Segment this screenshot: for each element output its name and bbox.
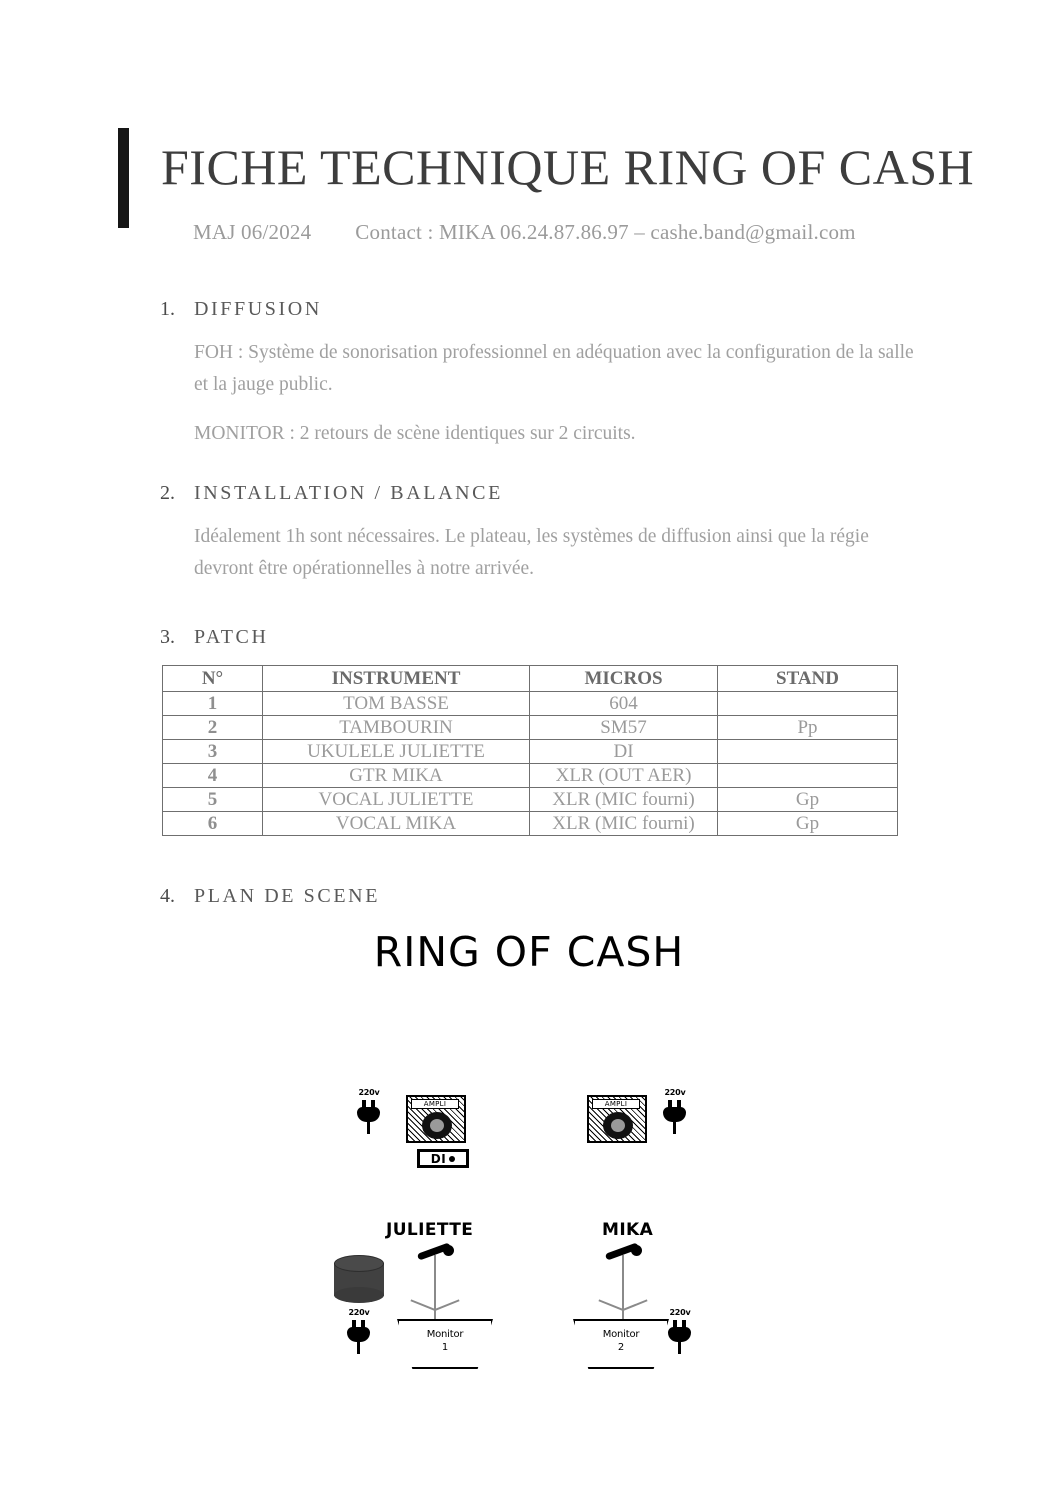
monitor-name: Monitor <box>426 1329 464 1340</box>
document-subtitle <box>193 220 948 245</box>
cell-stand <box>718 692 898 716</box>
plug-body <box>357 1107 380 1122</box>
power-plug-icon <box>342 1310 376 1356</box>
column-header-micros: MICROS <box>530 666 718 692</box>
section-title: INSTALLATION / BALANCE <box>194 482 503 504</box>
section-title: PLAN DE SCENE <box>194 885 381 907</box>
monitor-number: 2 <box>617 1342 625 1353</box>
cell-instrument: TAMBOURIN <box>263 716 530 740</box>
section-number: 3. <box>160 626 175 648</box>
ampli-label: AMPLI <box>592 1099 640 1109</box>
cell-number: 2 <box>163 716 263 740</box>
paragraph-monitor: MONITOR : 2 retours de scène identiques sur 2 circuits. <box>194 423 636 445</box>
di-label: DI <box>430 1151 447 1166</box>
monitor-wedge-1 <box>397 1319 493 1369</box>
table-row <box>163 692 898 716</box>
plug-label: 220v <box>358 1088 380 1097</box>
tom-drum-icon <box>334 1255 384 1303</box>
mic-stand-leg <box>411 1299 436 1310</box>
plug-cord <box>673 1121 676 1134</box>
cell-number: 6 <box>163 812 263 836</box>
plug-body <box>668 1327 691 1342</box>
table-row <box>163 812 898 836</box>
mic-stand-pole <box>434 1255 436 1321</box>
mic-stand-leg <box>623 1299 648 1310</box>
ampli-cabinet-left <box>406 1095 466 1143</box>
section-body <box>194 521 920 584</box>
paragraph-installation: Idéalement 1h sont nécessaires. Le plateau, les systèmes de diffusion ainsi que la régie devront être opérationnelles à notre arrivée. <box>194 526 869 579</box>
stage-plan-diagram <box>0 915 1058 1415</box>
section-heading <box>160 482 920 505</box>
section-heading <box>160 626 920 649</box>
monitor-name: Monitor <box>602 1329 640 1340</box>
cell-number: 3 <box>163 740 263 764</box>
cell-instrument: UKULELE JULIETTE <box>263 740 530 764</box>
plug-body <box>347 1327 370 1342</box>
drum-base <box>334 1287 384 1303</box>
cell-stand: Gp <box>718 812 898 836</box>
column-header-instrument: INSTRUMENT <box>263 666 530 692</box>
drum-head <box>334 1255 384 1272</box>
section-number: 2. <box>160 482 175 504</box>
mic-stand-leg <box>435 1299 460 1310</box>
microphone-icon <box>631 1245 642 1256</box>
cell-micros: XLR (OUT AER) <box>530 764 718 788</box>
power-plug-icon <box>352 1090 386 1136</box>
power-plug-icon <box>663 1310 697 1356</box>
mic-stand-pole <box>622 1255 624 1321</box>
stage-plan-title: RING OF CASH <box>373 928 685 976</box>
monitor-label-1 <box>397 1328 493 1354</box>
monitor-number: 1 <box>441 1342 449 1353</box>
cell-micros: DI <box>530 740 718 764</box>
section-number: 1. <box>160 298 175 320</box>
column-header-number: N° <box>163 666 263 692</box>
section-body <box>194 337 920 450</box>
table-row <box>163 740 898 764</box>
cell-instrument: VOCAL JULIETTE <box>263 788 530 812</box>
cell-number: 4 <box>163 764 263 788</box>
mic-stand-juliette <box>400 1243 470 1331</box>
plug-label: 220v <box>664 1088 686 1097</box>
revision-date: MAJ 06/2024 <box>193 220 312 244</box>
contact-info: Contact : MIKA 06.24.87.86.97 – cashe.band@gmail.com <box>355 220 856 244</box>
cell-micros: XLR (MIC fourni) <box>530 812 718 836</box>
cell-stand <box>718 740 898 764</box>
section-heading <box>160 298 920 321</box>
di-indicator-dot <box>449 1156 455 1162</box>
title-accent-bar <box>118 128 129 228</box>
di-box <box>417 1149 469 1168</box>
page-title: FICHE TECHNIQUE RING OF CASH <box>161 139 975 195</box>
ampli-label: AMPLI <box>411 1099 459 1109</box>
cell-instrument: VOCAL MIKA <box>263 812 530 836</box>
table-row <box>163 716 898 740</box>
cell-stand <box>718 764 898 788</box>
section-heading <box>160 885 920 908</box>
column-header-stand: STAND <box>718 666 898 692</box>
ampli-cabinet-right <box>587 1095 647 1143</box>
cell-stand: Pp <box>718 716 898 740</box>
section-diffusion <box>160 298 920 450</box>
cell-instrument: GTR MIKA <box>263 764 530 788</box>
cell-instrument: TOM BASSE <box>263 692 530 716</box>
performer-label-mika: MIKA <box>602 1220 654 1240</box>
cell-number: 5 <box>163 788 263 812</box>
plug-cord <box>367 1121 370 1134</box>
section-title: PATCH <box>194 626 269 648</box>
speaker-cone-icon <box>603 1112 633 1139</box>
cell-micros: SM57 <box>530 716 718 740</box>
cell-micros: 604 <box>530 692 718 716</box>
plug-cord <box>357 1341 360 1354</box>
plug-body <box>663 1107 686 1122</box>
plug-label: 220v <box>348 1308 370 1317</box>
table-row <box>163 788 898 812</box>
cell-stand: Gp <box>718 788 898 812</box>
document-header <box>118 128 975 245</box>
table-header-row <box>163 666 898 692</box>
mic-stand-leg <box>599 1299 624 1310</box>
plug-label: 220v <box>669 1308 691 1317</box>
section-number: 4. <box>160 885 175 907</box>
speaker-cone-icon <box>422 1112 452 1139</box>
performer-label-juliette: JULIETTE <box>386 1220 474 1240</box>
monitor-wedge-2 <box>573 1319 669 1369</box>
patch-table <box>162 665 898 836</box>
cell-micros: XLR (MIC fourni) <box>530 788 718 812</box>
section-patch <box>160 626 920 836</box>
mic-stand-mika <box>588 1243 658 1331</box>
paragraph-foh: FOH : Système de sonorisation professionnel en adéquation avec la configuration de la salle et la jauge public. <box>194 342 914 395</box>
microphone-icon <box>443 1245 454 1256</box>
table-row <box>163 764 898 788</box>
cell-number: 1 <box>163 692 263 716</box>
power-plug-icon <box>658 1090 692 1136</box>
monitor-label-2 <box>573 1328 669 1354</box>
section-installation-balance <box>160 482 920 584</box>
plug-cord <box>678 1341 681 1354</box>
section-title: DIFFUSION <box>194 298 322 320</box>
